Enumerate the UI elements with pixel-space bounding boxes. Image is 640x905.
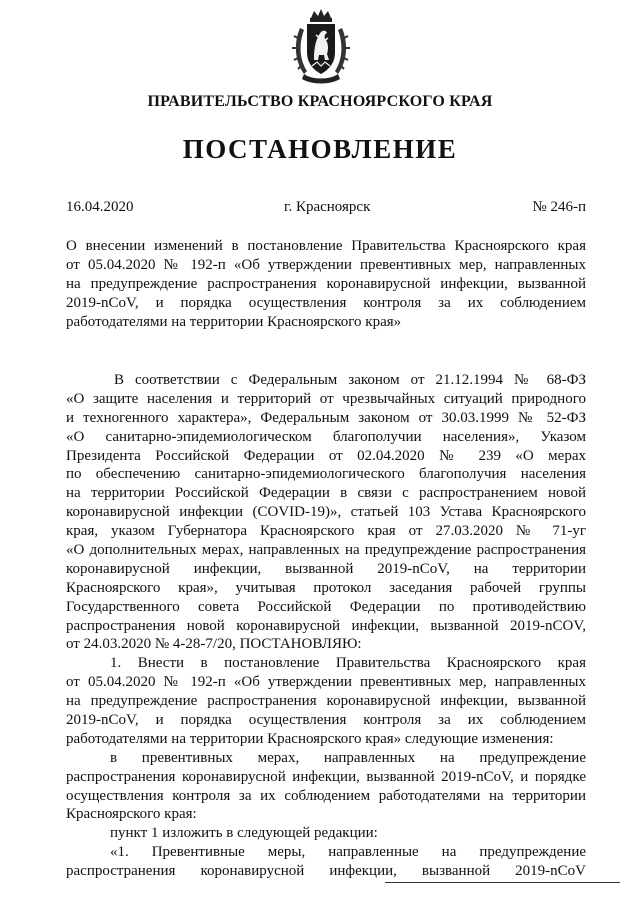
coat-of-arms-icon	[290, 8, 352, 86]
document-city: г. Красноярск	[284, 199, 371, 215]
body-line: Государственного совета Российской Федерации по противодействию	[66, 598, 586, 615]
body-line: осуществления контроля за их соблюдением работодателями на территории	[66, 787, 586, 804]
body-line: от 24.03.2020 № 4-28-7/20, ПОСТАНОВЛЯЮ:	[66, 636, 362, 653]
body-line: «1. Превентивные меры, направленные на предупреждение	[110, 844, 586, 861]
body-line: Красноярского края», учитывая протокол заседания рабочей группы	[66, 579, 586, 596]
body-line: распространения коронавирусной инфекции, вызванной 2019-nCoV	[66, 863, 586, 880]
body-line: по обеспечению санитарно-эпидемиологического благополучия населения	[66, 466, 586, 483]
document-number: № 246-п	[532, 199, 586, 215]
body-line: в превентивных мерах, направленных на предупреждение	[110, 749, 586, 766]
body-line: на территории Российской Федерации в связи с распространением новой	[66, 485, 586, 502]
body-line: пункт 1 изложить в следующей редакции:	[110, 825, 378, 842]
body-line: В соответствии с Федеральным законом от 21.12.1994 № 68-ФЗ	[114, 372, 586, 388]
body-line: Красноярского края:	[66, 806, 197, 823]
footer-divider	[385, 882, 620, 883]
body-line: и техногенного характера», Федеральным законом от 30.03.1999 № 52-ФЗ	[66, 409, 586, 426]
document-body	[66, 371, 586, 881]
body-line: края, указом Губернатора Красноярского края от 27.03.2020 № 71-уг	[66, 523, 586, 540]
subject-line: 2019-nCoV, и порядка осуществления контроля за их соблюдением	[66, 294, 586, 311]
body-line: на предупреждение распространения коронавирусной инфекции, вызванной	[66, 693, 586, 710]
document-subject	[66, 237, 586, 331]
subject-line: О внесении изменений в постановление Правительства Красноярского края	[66, 238, 586, 254]
body-line: «О санитарно-эпидемиологическом благополучии населения», Указом	[66, 428, 586, 445]
document-type-title: ПОСТАНОВЛЕНИЕ	[182, 134, 458, 164]
body-line: 1. Внести в постановление Правительства Красноярского края	[110, 655, 586, 672]
organization-name: ПРАВИТЕЛЬСТВО КРАСНОЯРСКОГО КРАЯ	[147, 93, 493, 110]
subject-line: от 05.04.2020 № 192-п «Об утверждении превентивных мер, направленных	[66, 256, 586, 273]
body-line: распространения новой коронавирусной инфекции, вызванной 2019-nCOV,	[66, 617, 586, 634]
body-line: «О защите населения и территорий от чрезвычайных ситуаций природного	[66, 390, 586, 407]
body-line: «О дополнительных мерах, направленных на предупреждение распространения	[66, 542, 586, 559]
subject-line: на предупреждение распространения коронавирусной инфекции, вызванной	[66, 275, 586, 292]
document-date: 16.04.2020	[66, 199, 134, 215]
body-line: распространения коронавирусной инфекции, вызванной 2019-nCoV, и порядке	[66, 768, 586, 785]
body-line: коронавирусной инфекции, вызванной 2019-nCoV, на территории	[66, 560, 586, 577]
body-line: 2019-nCoV, и порядка осуществления контроля за их соблюдением	[66, 712, 586, 729]
body-line: работодателями на территории Красноярского края» следующие изменения:	[66, 730, 554, 747]
document-meta	[66, 199, 586, 219]
body-line: от 05.04.2020 № 192-п «Об утверждении превентивных мер, направленных	[66, 674, 586, 691]
subject-line: работодателями на территории Красноярского края»	[66, 313, 402, 330]
body-line: Президента Российской Федерации от 02.04.2020 № 239 «О мерах	[66, 447, 586, 464]
body-line: коронавирусной инфекции (COVID-19)», статьей 103 Устава Красноярского	[66, 504, 586, 521]
